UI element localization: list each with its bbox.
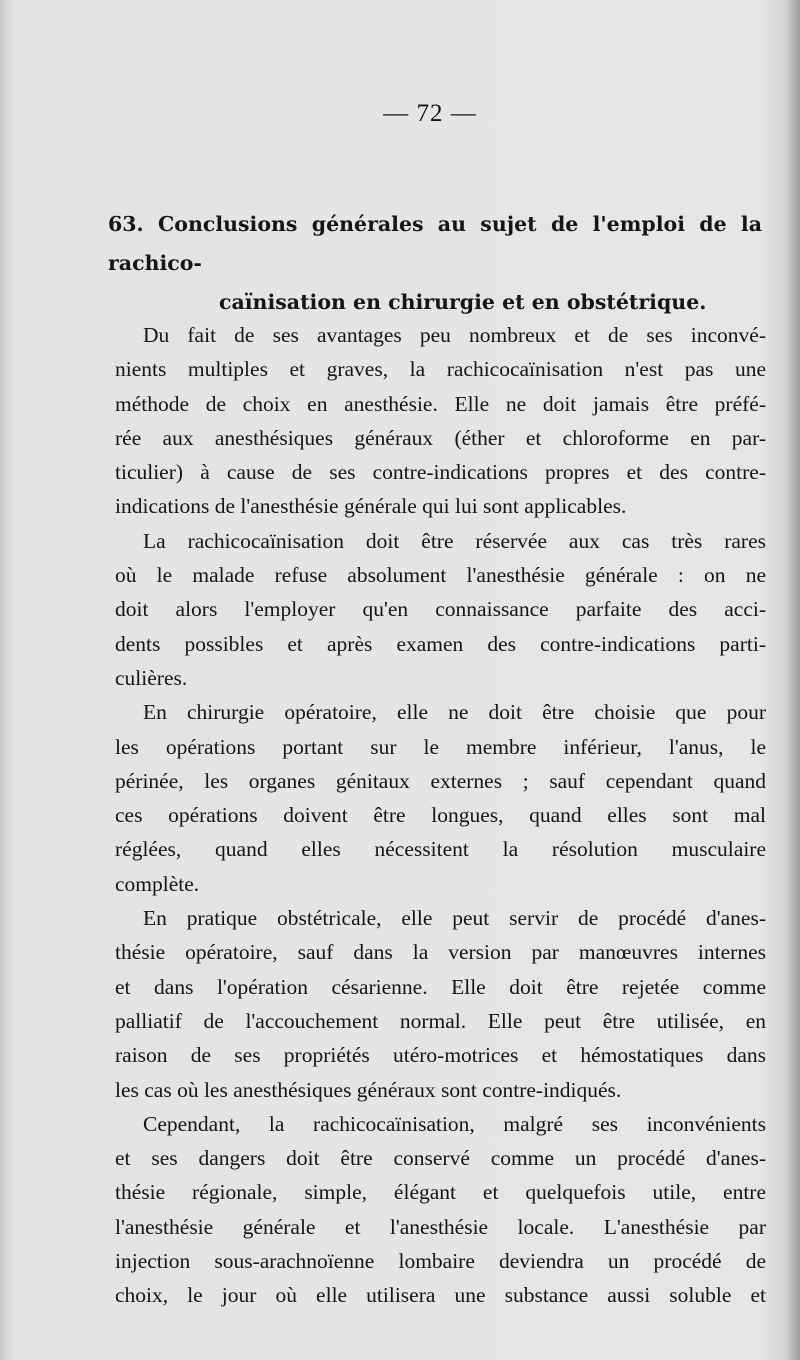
paragraph — [115, 318, 766, 524]
text-line: En chirurgie opératoire, elle ne doit être choisie que pour — [143, 700, 766, 725]
page-number: — 72 — — [383, 100, 477, 127]
text-line: indications de l'anesthésie générale qui lui sont applicables. — [115, 494, 627, 519]
paragraph — [115, 1107, 766, 1313]
text-line: et ses dangers doit être conservé comme un procédé d'anes- — [115, 1146, 766, 1171]
text-line: complète. — [115, 871, 200, 896]
text-line: ticulier) à cause de ses contre-indications propres et des contre- — [115, 460, 766, 485]
text-line: les cas où les anesthésiques généraux sont contre-indiqués. — [115, 1077, 622, 1102]
text-line: En pratique obstétricale, elle peut servir de procédé d'anes- — [143, 906, 766, 931]
text-line: où le malade refuse absolument l'anesthésie générale : on ne — [115, 563, 766, 588]
text-line: culières. — [115, 665, 188, 690]
text-line: palliatif de l'accouchement normal. Elle peut être utilisée, en — [115, 1008, 766, 1033]
text-line: l'anesthésie générale et l'anesthésie locale. L'anesthésie par — [115, 1214, 766, 1239]
paragraph — [115, 524, 766, 695]
text-line: La rachicocaïnisation doit être réservée aux cas très rares — [143, 528, 766, 553]
text-line: Cependant, la rachicocaïnisation, malgré ses inconvénients — [143, 1111, 766, 1136]
text-line: injection sous-arachnoïenne lombaire deviendra un procédé de — [115, 1249, 766, 1274]
text-line: ces opérations doivent être longues, quand elles sont mal — [115, 803, 766, 828]
text-line: doit alors l'employer qu'en connaissance parfaite des acci- — [115, 597, 766, 622]
text-line: Du fait de ses avantages peu nombreux et de ses inconvé- — [143, 323, 766, 347]
text-line: nients multiples et graves, la rachicocaïnisation n'est pas une — [115, 357, 766, 382]
text-line: et dans l'opération césarienne. Elle doit être rejetée comme — [115, 974, 766, 999]
heading-line: caïnisation en chirurgie et en obstétrique. — [219, 290, 707, 314]
text-line: choix, le jour où elle utilisera une substance aussi soluble et — [115, 1283, 766, 1308]
text-line: raison de ses propriétés utéro-motrices et hémostatiques dans — [115, 1043, 766, 1068]
text-line: réglées, quand elles nécessitent la résolution musculaire — [115, 837, 766, 862]
text-line: thésie régionale, simple, élégant et quelquefois utile, entre — [115, 1180, 766, 1205]
paragraph — [115, 901, 766, 1107]
text-line: méthode de choix en anesthésie. Elle ne doit jamais être préfé- — [115, 391, 766, 416]
text-line: les opérations portant sur le membre inférieur, l'anus, le — [115, 734, 766, 759]
section-heading — [108, 205, 762, 322]
heading-line: 63. Conclusions générales au sujet de l'emploi de la rachico- — [108, 212, 762, 275]
text-line: dents possibles et après examen des contre-indications parti- — [115, 631, 766, 656]
text-line: thésie opératoire, sauf dans la version par manœuvres internes — [115, 940, 766, 965]
paragraph — [115, 695, 766, 901]
body-text — [115, 318, 766, 1313]
text-line: rée aux anesthésiques généraux (éther et chloroforme en par- — [115, 425, 766, 450]
text-line: périnée, les organes génitaux externes ; sauf cependant quand — [115, 768, 766, 793]
